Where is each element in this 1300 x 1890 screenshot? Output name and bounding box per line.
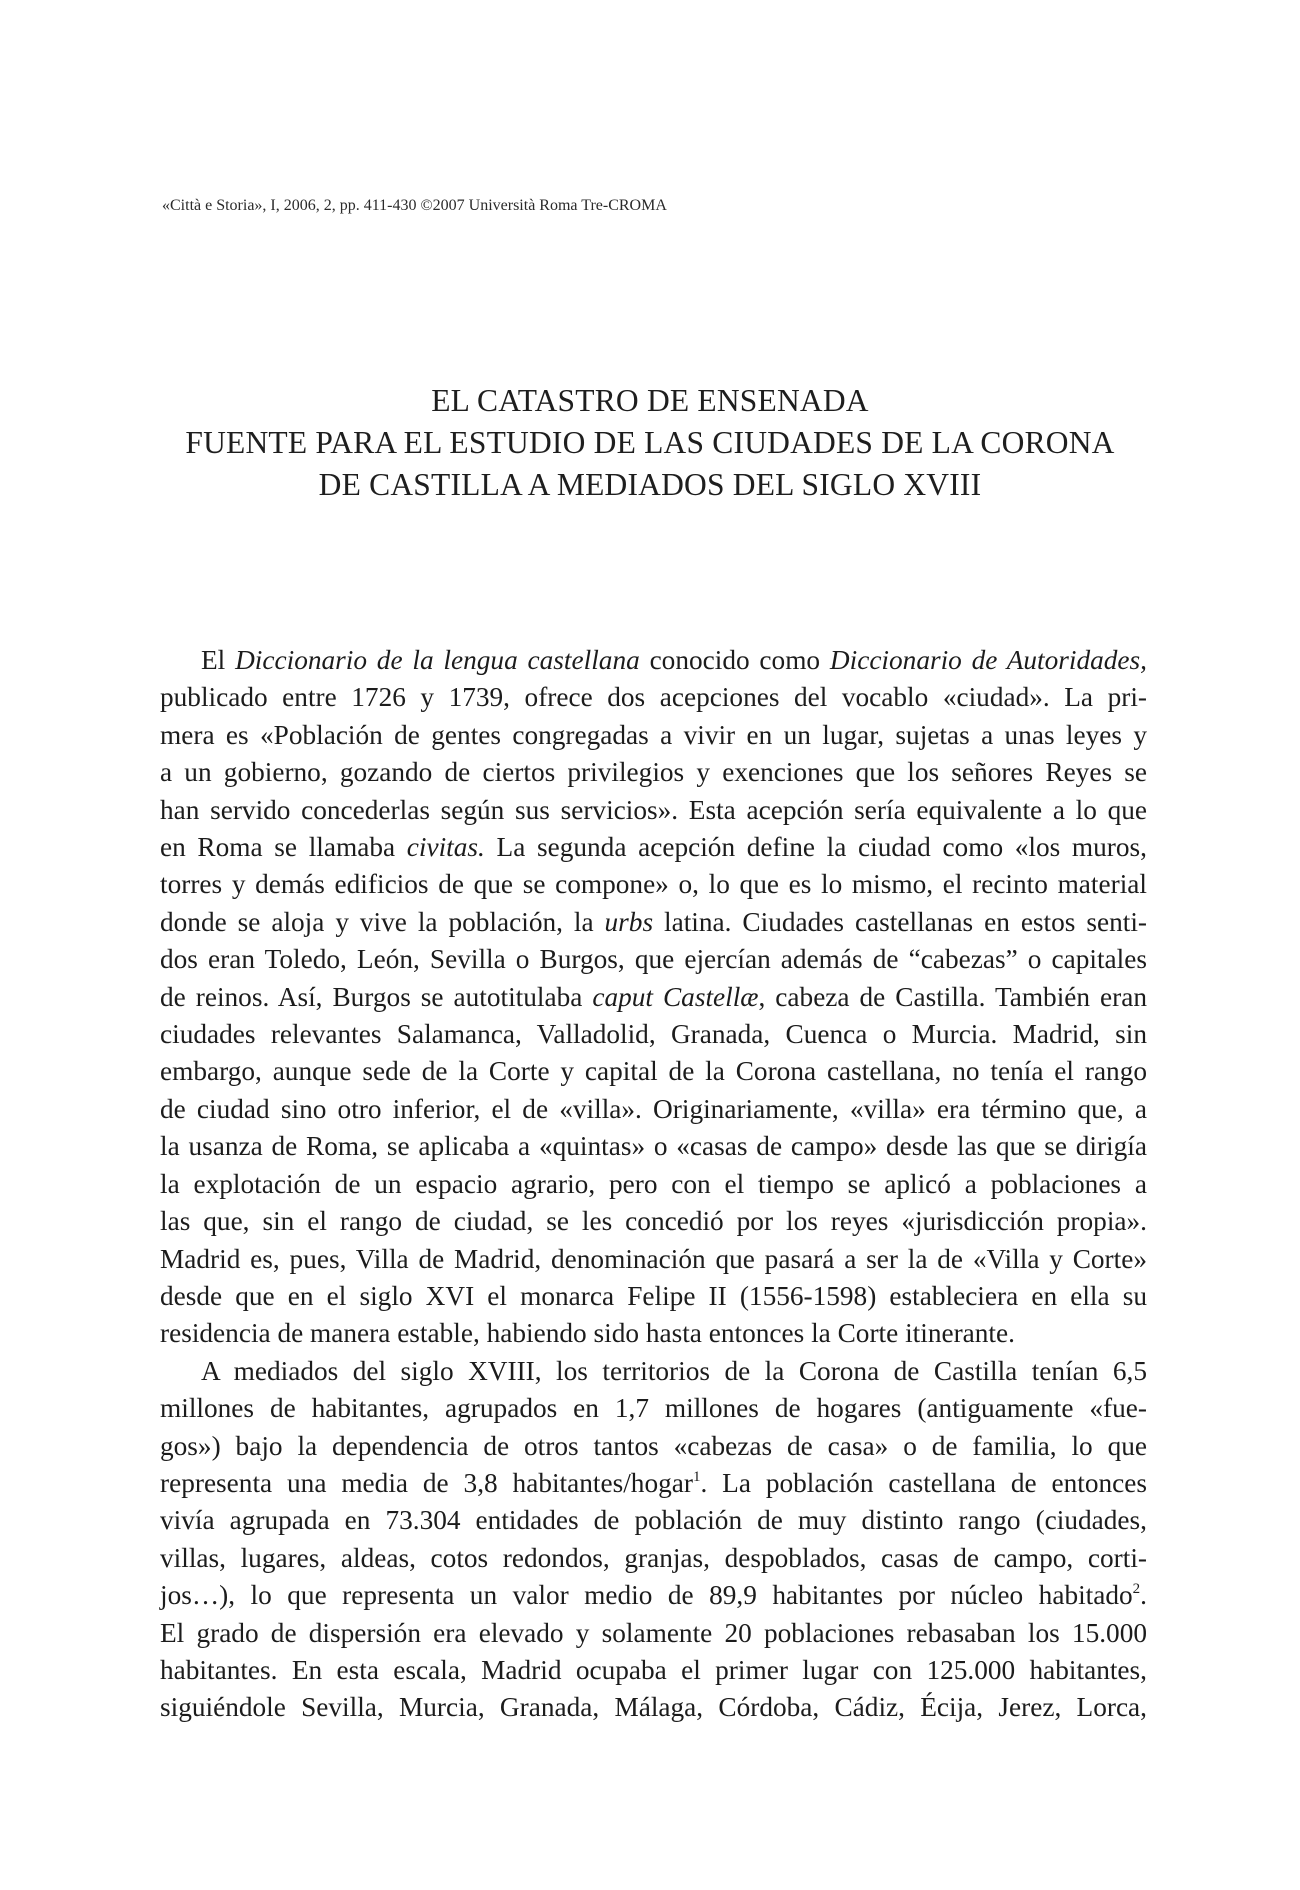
- text-line: representa una media de 3,8 habitantes/hogar$^1$. La población castellana de entonces: [160, 1467, 1147, 1498]
- text-line: villas, lugares, aldeas, cotos redondos, granjas, despoblados, casas de campo, corti-: [160, 1542, 1147, 1573]
- latin-term: urbs: [604, 906, 654, 937]
- text-line: de ciudad sino otro inferior, el de «villa». Originariamente, «villa» era término que, a: [160, 1093, 1147, 1124]
- text-line: siguiéndole Sevilla, Murcia, Granada, Málaga, Córdoba, Cádiz, Écija, Jerez, Lorca,: [160, 1692, 1147, 1723]
- text-line: las que, sin el rango de ciudad, se les concedió por los reyes «jurisdicción propia».: [160, 1206, 1147, 1237]
- book-title: Diccionario de la lengua castellana: [235, 645, 640, 675]
- text-line: han servido concederlas según sus servicios». Esta acepción sería equivalente a lo que: [160, 794, 1147, 825]
- text-line: donde se aloja y vive la población, la urbs latina. Ciudades castellanas en estos senti-: [160, 906, 1147, 937]
- text-line: El Diccionario de la lengua castellana conocido como Diccionario de Autoridades,: [201, 645, 1147, 675]
- text-line: en Roma se llamaba civitas. La segunda acepción define la ciudad como «los muros,: [160, 832, 1147, 863]
- latin-term: civitas.: [406, 832, 485, 863]
- paragraph-1: [160, 642, 1147, 1353]
- title-line-1: EL CATASTRO DE ENSENADA: [431, 383, 869, 418]
- text-line: El grado de dispersión era elevado y solamente 20 poblaciones rebasaban los 15.000: [160, 1617, 1147, 1648]
- book-title: Diccionario de Autoridades,: [829, 645, 1147, 675]
- text-line: gos») bajo la dependencia de otros tantos «cabezas de casa» o de familia, lo que: [160, 1430, 1147, 1461]
- latin-term: caput Castellæ: [592, 981, 759, 1012]
- footnote-ref-2[interactable]: 2: [1132, 1581, 1141, 1598]
- text-line: habitantes. En esta escala, Madrid ocupaba el primer lugar con 125.000 habitantes,: [160, 1654, 1147, 1685]
- text-line: A mediados del siglo XVIII, los territorios de la Corona de Castilla tenían 6,5: [201, 1355, 1147, 1386]
- text-line: publicado entre 1726 y 1739, ofrece dos acepciones del vocablo «ciudad». La pri-: [160, 682, 1147, 713]
- text-line: de reinos. Así, Burgos se autotitulaba caput Castellæ, cabeza de Castilla. También eran: [160, 981, 1147, 1012]
- text-line: millones de habitantes, agrupados en 1,7 millones de hogares (antiguamente «fue-: [160, 1393, 1147, 1424]
- text-line: desde que en el siglo XVI el monarca Felipe II (1556-1598) estableciera en ella su: [160, 1280, 1147, 1311]
- paragraph-2: [160, 1353, 1147, 1727]
- text-line: torres y demás edificios de que se compone» o, lo que es lo mismo, el recinto material: [160, 869, 1147, 900]
- text-line: residencia de manera estable, habiendo sido hasta entonces la Corte itinerante.: [160, 1318, 1015, 1349]
- title-line-3: DE CASTILLA A MEDIADOS DEL SIGLO XVIII: [318, 467, 982, 502]
- title-line-2: FUENTE PARA EL ESTUDIO DE LAS CIUDADES DE LA CORONA: [185, 425, 1115, 460]
- text-line: la explotación de un espacio agrario, pero con el tiempo se aplicó a poblaciones a: [160, 1168, 1147, 1199]
- article-title: [120, 380, 1180, 506]
- text-line: embargo, aunque sede de la Corte y capital de la Corona castellana, no tenía el rango: [160, 1056, 1147, 1087]
- text-line: a un gobierno, gozando de ciertos privilegios y exenciones que los señores Reyes se: [160, 757, 1147, 788]
- text-line: mera es «Población de gentes congregadas a vivir en un lugar, sujetas a unas leyes y: [160, 719, 1147, 750]
- text-line: la usanza de Roma, se aplicaba a «quintas» o «casas de campo» desde las que se dirigía: [160, 1131, 1147, 1162]
- text-line: vivía agrupada en 73.304 entidades de población de muy distinto rango (ciudades,: [160, 1505, 1147, 1536]
- text-line: jos…), lo que representa un valor medio de 89,9 habitantes por núcleo habitado$^2$.: [160, 1580, 1147, 1611]
- text-line: ciudades relevantes Salamanca, Valladolid, Granada, Cuenca o Murcia. Madrid, sin: [160, 1019, 1147, 1050]
- text-line: Madrid es, pues, Villa de Madrid, denominación que pasará a ser la de «Villa y Corte»: [160, 1243, 1147, 1274]
- footnote-ref-1[interactable]: 1: [692, 1468, 701, 1485]
- text-line: dos eran Toledo, León, Sevilla o Burgos, que ejercían además de “cabezas” o capitales: [160, 944, 1147, 975]
- journal-citation: «Città e Storia», I, 2006, 2, pp. 411-430 ©2007 Università Roma Tre-CROMA: [162, 197, 667, 214]
- article-body: [160, 642, 1147, 1727]
